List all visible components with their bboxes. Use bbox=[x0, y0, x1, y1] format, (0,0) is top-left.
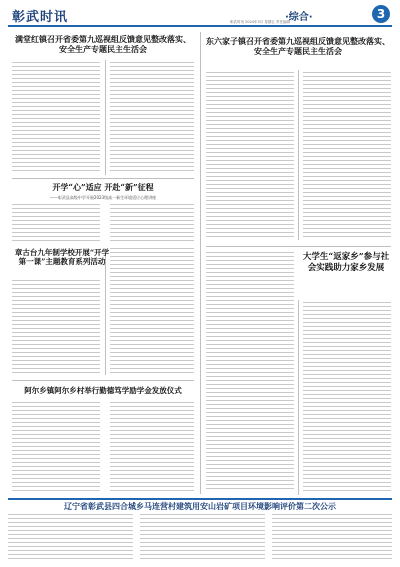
article-body-a3-col1 bbox=[12, 280, 100, 375]
article-body-b2-col1 bbox=[206, 252, 294, 495]
page-number-badge: 3 bbox=[372, 5, 390, 23]
section-label: ·综合· bbox=[285, 12, 313, 23]
column-divider-right-bottom bbox=[298, 300, 299, 495]
column-divider-main bbox=[200, 32, 201, 494]
bottom-notice-body-col1 bbox=[8, 514, 133, 564]
masthead bbox=[0, 0, 400, 30]
bottom-notice-body-col3 bbox=[272, 514, 392, 564]
article-headline-a3: 章古台九年制学校开展“开学第一课”主题教育系列活动 bbox=[14, 248, 110, 267]
masthead-info: 彰武时讯 2024年3月 星期五 责任编辑 bbox=[230, 20, 290, 24]
article-body-a4-col2 bbox=[110, 402, 194, 494]
article-body-b1-col1 bbox=[206, 72, 294, 240]
article-body-b1-col2 bbox=[303, 72, 391, 240]
article-body-a2-col1 bbox=[12, 204, 100, 244]
article-headline-a2: 开学“心”适应 开赴“新”征程 bbox=[52, 182, 154, 192]
article-subhead-a2: ——彰武县高级中学开展2023级高一新生环境适应心理讲座 bbox=[49, 195, 157, 200]
newspaper-title: 彰武时讯 bbox=[12, 10, 69, 25]
article-body-a1-col1 bbox=[12, 62, 100, 174]
article-body-a2-col2 bbox=[110, 204, 194, 244]
article-body-b2-col2 bbox=[303, 302, 391, 495]
column-divider-left-mid bbox=[105, 255, 106, 375]
article-body-a4-col1 bbox=[12, 402, 100, 494]
bottom-notice-body-col2 bbox=[140, 514, 265, 564]
section-rule bbox=[206, 246, 391, 247]
column-divider-left-top bbox=[105, 60, 106, 175]
section-rule bbox=[12, 380, 194, 381]
bottom-rule bbox=[8, 498, 392, 500]
article-headline-b1: 东六家子镇召开省委第九巡视组反馈意见整改落实、安全生产专题民主生活会 bbox=[206, 36, 390, 56]
article-headline-b2: 大学生“返家乡”参与社会实践助力家乡发展 bbox=[302, 252, 390, 273]
article-body-a1-col2 bbox=[110, 62, 194, 174]
bottom-notice-headline: 辽宁省彰武县四合城乡马连营村建筑用安山岩矿项目环境影响评价第二次公示 bbox=[64, 502, 336, 511]
masthead-rule bbox=[8, 25, 392, 27]
article-headline-a4: 阿尔乡镇阿尔乡村举行勤德笃学励学金发放仪式 bbox=[24, 386, 182, 395]
article-headline-a1: 满堂红镇召开省委第九巡视组反馈意见整改落实、安全生产专题民主生活会 bbox=[15, 34, 191, 54]
article-body-a3-col2 bbox=[110, 248, 194, 375]
section-rule bbox=[12, 178, 194, 179]
column-divider-right-top bbox=[298, 70, 299, 240]
